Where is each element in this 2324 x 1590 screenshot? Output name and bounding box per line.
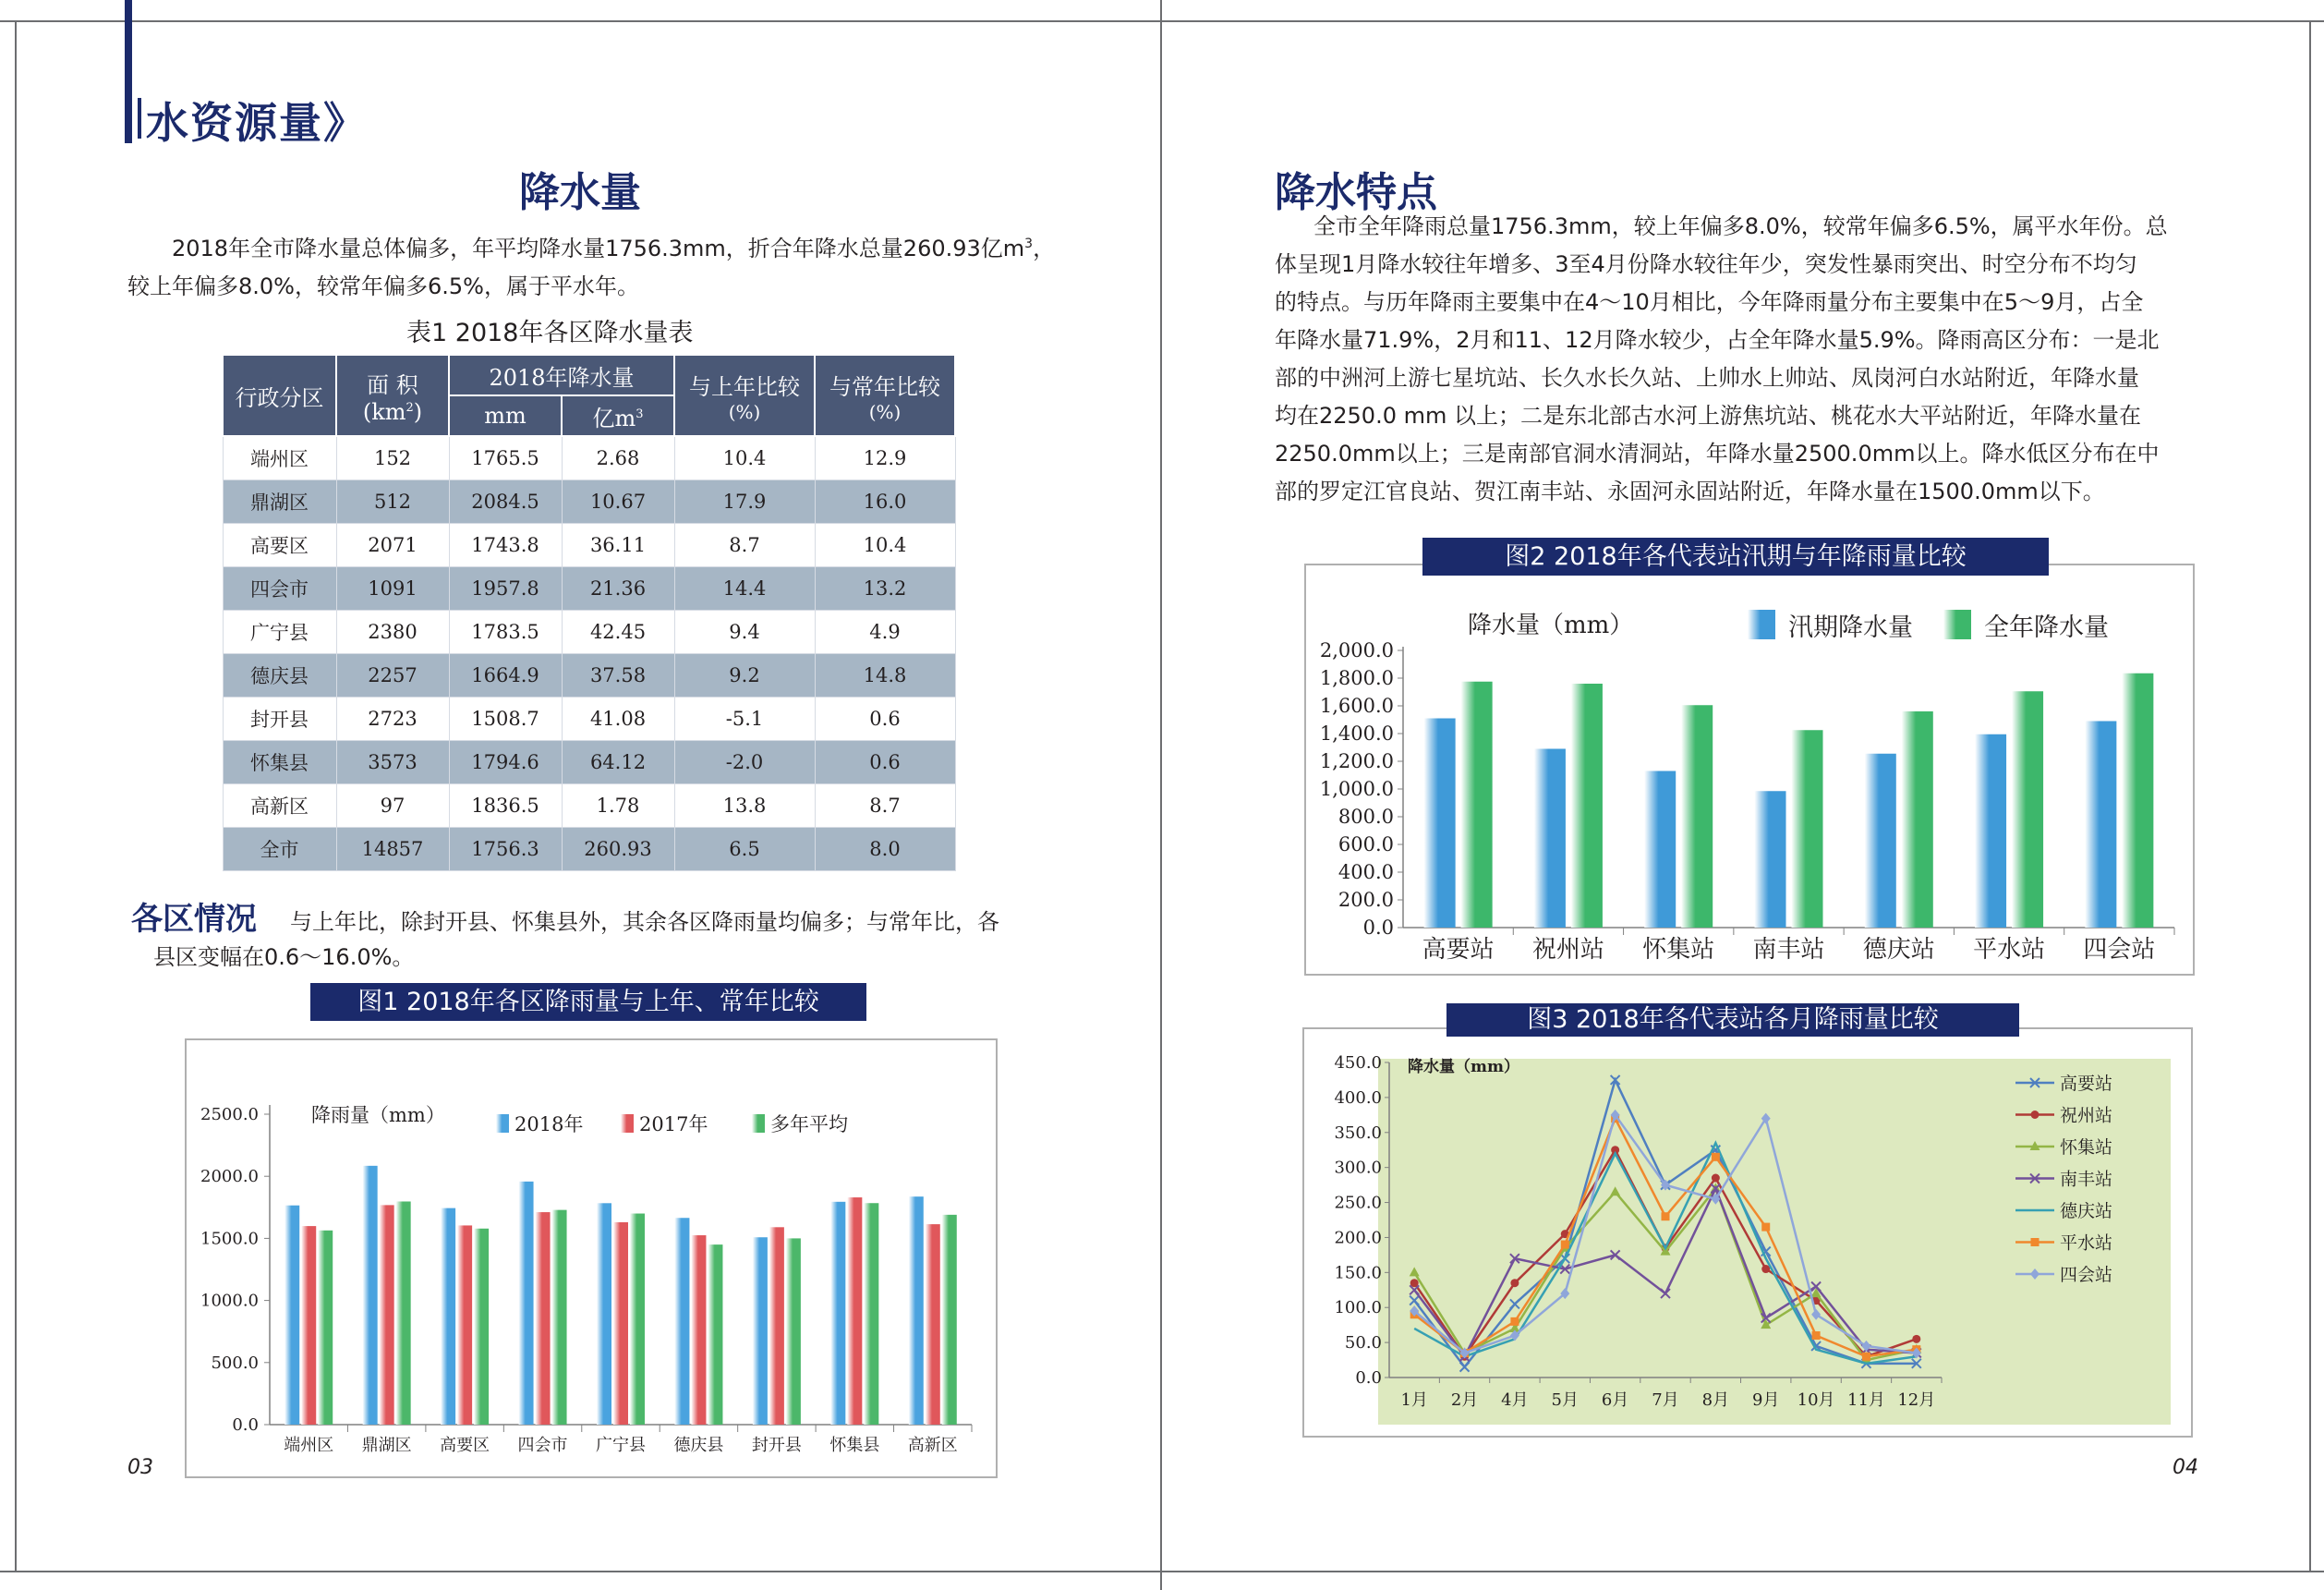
right-page-top-rule (1162, 20, 2324, 22)
table-cell: 41.08 (562, 698, 674, 741)
fig1-bar (284, 1206, 299, 1425)
table-cell: 0.6 (815, 741, 955, 784)
fig2-y-tick-label: 1,600.0 (1319, 695, 1394, 717)
intro-line1-end: ， (1033, 236, 1056, 261)
fig1-bar (708, 1244, 722, 1425)
fig3-y-tick-label: 350.0 (1334, 1123, 1382, 1143)
header-volume-sup: 3 (635, 407, 644, 421)
fig1-y-tick-label: 2000.0 (200, 1167, 259, 1187)
fig1-bar (519, 1182, 534, 1425)
right-para-line-2: 体呈现1月降水较往年增多、3至4月份降水较往年少，突发性暴雨突出、时空分布不均匀 (1275, 251, 2137, 277)
fig1-bar (597, 1203, 611, 1425)
district-heading: 各区情况 (131, 901, 257, 938)
table-cell: 1.78 (562, 784, 674, 828)
table-cell: 64.12 (562, 741, 674, 784)
left-page-number: 03 (127, 1456, 153, 1479)
header-area-label: 面 积 (367, 371, 418, 398)
fig3-point (1712, 1174, 1720, 1183)
fig2-chart (1306, 565, 2193, 974)
table-cell: 1743.8 (449, 524, 562, 567)
table-cell: -2.0 (674, 741, 815, 784)
fig1-legend-swatch (752, 1114, 765, 1133)
fig2-bar (1571, 684, 1603, 928)
fig3-y-tick-label: 400.0 (1334, 1087, 1382, 1108)
fig1-bar (786, 1238, 801, 1425)
table-cell: 8.0 (815, 828, 955, 871)
table-row (223, 436, 955, 480)
fig1-y-tick-label: 1500.0 (200, 1229, 259, 1249)
rainfall-table (222, 354, 956, 871)
fig2-bar (1534, 749, 1566, 929)
fig1-bar (926, 1224, 940, 1425)
fig3-chart-frame (1302, 1027, 2193, 1438)
fig2-legend-swatch (1748, 610, 1775, 639)
fig1-x-tick-label: 鼎湖区 (361, 1436, 412, 1455)
fig2-bar (1681, 705, 1713, 928)
fig3-y-tick-label: 450.0 (1334, 1053, 1382, 1073)
fig2-bar (2122, 674, 2153, 928)
table-cell: 2723 (336, 698, 449, 741)
fig1-legend-label: 多年平均 (770, 1113, 848, 1135)
fig1-bar (536, 1212, 551, 1425)
fig3-x-tick-label: 4月 (1501, 1390, 1529, 1410)
fig2-legend-swatch (1943, 610, 1971, 639)
fig1-chart-frame (185, 1038, 998, 1478)
fig2-y-tick-label: 1,200.0 (1319, 750, 1394, 772)
fig1-legend-swatch (621, 1114, 634, 1133)
fig2-bar (1902, 711, 1933, 928)
district-paragraph-2: 县区变幅在0.6～16.0%。 (153, 944, 415, 970)
fig3-x-tick-label: 1月 (1400, 1390, 1428, 1410)
table-cell: 17.9 (674, 480, 815, 524)
table-row (223, 698, 955, 741)
table-cell-district: 德庆县 (223, 654, 336, 698)
district-paragraph (290, 904, 1084, 940)
section-bar (125, 0, 132, 143)
table-cell: 512 (336, 480, 449, 524)
fig2-y-tick-label: 800.0 (1338, 806, 1394, 828)
table-cell: 10.4 (815, 524, 955, 567)
right-para-line-1: 全市全年降雨总量1756.3mm，较上年偏多8.0%，较常年偏多6.5%，属平水年份。总 (1313, 213, 2168, 239)
fig1-bar (318, 1231, 333, 1425)
table-cell: 37.58 (562, 654, 674, 698)
fig1-bar (363, 1166, 378, 1425)
table-cell: 9.4 (674, 611, 815, 654)
fig1-legend-swatch (496, 1114, 509, 1133)
fig3-caption: 图3 2018年各代表站各月降雨量比较 (1446, 1003, 2019, 1037)
table-cell: 3573 (336, 741, 449, 784)
table-cell: 97 (336, 784, 449, 828)
fig1-legend-label: 2018年 (514, 1113, 584, 1135)
table-cell-district: 怀集县 (223, 741, 336, 784)
table-cell: 0.6 (815, 698, 955, 741)
fig2-y-tick-label: 600.0 (1338, 833, 1394, 856)
fig3-legend-label: 德庆站 (2060, 1201, 2113, 1221)
table-cell: 13.8 (674, 784, 815, 828)
fig2-y-tick-label: 1,400.0 (1319, 722, 1394, 745)
fig3-x-tick-label: 9月 (1752, 1390, 1780, 1410)
left-page-edge (15, 20, 17, 1572)
fig1-bar (474, 1229, 489, 1425)
fig2-bar (1644, 771, 1676, 929)
fig3-point (1862, 1353, 1870, 1361)
table-row (223, 524, 955, 567)
fig3-legend-label: 怀集站 (2060, 1137, 2113, 1158)
table-cell: 16.0 (815, 480, 955, 524)
fig1-bar (613, 1222, 628, 1425)
fig2-bar (1461, 682, 1493, 928)
right-para-line-4: 年降水量71.9%，2月和11、12月降水较少，占全年降水量5.9%。降雨高区分布：一是北 (1275, 327, 2160, 353)
fig2-x-tick-label: 祝州站 (1531, 936, 1604, 964)
fig2-y-tick-label: 0.0 (1362, 916, 1394, 939)
right-para-line-6: 均在2250.0 mm 以上；二是东北部古水河上游焦坑站、桃花水大平站附近，年降水量在 (1275, 403, 2141, 429)
header-area-unit-end: ) (413, 398, 423, 425)
right-para-line-5: 部的中洲河上游七星坑站、长久水长久站、上帅水上帅站、凤岗河白水站附近，年降水量 (1275, 365, 2139, 391)
table-cell: 152 (336, 436, 449, 480)
table-cell: 14.4 (674, 567, 815, 611)
fig3-y-tick-label: 150.0 (1334, 1263, 1382, 1283)
fig1-x-tick-label: 怀集县 (829, 1436, 880, 1455)
fig1-y-tick-label: 500.0 (211, 1353, 259, 1373)
table-cell: 1794.6 (449, 741, 562, 784)
fig1-bar (691, 1235, 706, 1425)
fig1-x-tick-label: 高新区 (907, 1436, 958, 1455)
table-row (223, 828, 955, 871)
right-para-line-3: 的特点。与历年降雨主要集中在4～10月相比，今年降雨量分布主要集中在5～9月，占全 (1275, 289, 2144, 315)
header-vs-last-unit: (%) (728, 400, 761, 423)
fig2-y-tick-label: 400.0 (1338, 861, 1394, 883)
table-row (223, 567, 955, 611)
table-cell: 8.7 (815, 784, 955, 828)
header-vs-last-label: 与上年比较 (689, 373, 800, 400)
table-cell: 2380 (336, 611, 449, 654)
fig2-bar (1865, 754, 1896, 928)
header-volume (562, 395, 674, 436)
fig1-bar (630, 1214, 645, 1425)
right-paragraph (1275, 208, 2309, 511)
table-cell: 9.2 (674, 654, 815, 698)
fig3-x-tick-label: 5月 (1551, 1390, 1579, 1410)
fig3-chart (1304, 1029, 2191, 1436)
fig1-x-tick-label: 高要区 (440, 1436, 490, 1455)
fig2-caption: 图2 2018年各代表站汛期与年降雨量比较 (1422, 538, 2049, 576)
intro-line1-sup: 3 (1024, 237, 1034, 251)
fig1-legend-label: 2017年 (639, 1113, 708, 1135)
fig3-x-tick-label: 10月 (1797, 1390, 1835, 1410)
table-row (223, 654, 955, 698)
intro-line1: 2018年全市降水量总体偏多，年平均降水量1756.3mm，折合年降水总量260.93亿m (172, 236, 1025, 261)
fig3-point (1912, 1335, 1920, 1343)
table-cell: 21.36 (562, 567, 674, 611)
fig3-x-tick-label: 7月 (1652, 1390, 1679, 1410)
fig1-x-tick-label: 端州区 (284, 1436, 334, 1455)
fig3-legend-label: 高要站 (2060, 1074, 2113, 1094)
table-row (223, 611, 955, 654)
fig2-bar (2085, 722, 2116, 929)
table-cell: 42.45 (562, 611, 674, 654)
table-cell: 2257 (336, 654, 449, 698)
table-cell: 12.9 (815, 436, 955, 480)
table-cell-district: 广宁县 (223, 611, 336, 654)
fig2-y-tick-label: 200.0 (1338, 889, 1394, 911)
fig1-bar (674, 1218, 689, 1425)
fig1-bar (769, 1227, 784, 1425)
fig1-x-tick-label: 德庆县 (673, 1436, 724, 1455)
fig1-bar (909, 1196, 924, 1425)
table-cell-district: 端州区 (223, 436, 336, 480)
table-cell: 1508.7 (449, 698, 562, 741)
fig2-x-tick-label: 高要站 (1422, 936, 1495, 964)
fig3-legend-label: 平水站 (2060, 1232, 2113, 1254)
right-page-heading: 降水特点 (1275, 169, 1437, 216)
fig3-point (1510, 1279, 1519, 1287)
fig1-bar (457, 1225, 472, 1425)
table-cell: 1091 (336, 567, 449, 611)
fig2-x-tick-label: 南丰站 (1752, 936, 1825, 964)
fig3-y-tick-label: 300.0 (1334, 1158, 1382, 1178)
fig3-y-tick-label: 100.0 (1334, 1298, 1382, 1318)
fig1-y-tick-label: 1000.0 (200, 1291, 259, 1311)
table-cell: 2.68 (562, 436, 674, 480)
fig3-x-tick-label: 6月 (1601, 1390, 1629, 1410)
fig1-bar (830, 1202, 845, 1425)
header-rain2018: 2018年降水量 (449, 355, 674, 395)
fig3-point (1662, 1212, 1670, 1220)
table-cell: -5.1 (674, 698, 815, 741)
right-para-line-8: 部的罗定江官良站、贺江南丰站、永固河永固站附近，年降水量在1500.0mm以下。 (1275, 479, 2105, 504)
fig2-x-tick-label: 怀集站 (1642, 936, 1715, 964)
header-vs-normal-label: 与常年比较 (829, 373, 940, 400)
table-cell: 2084.5 (449, 480, 562, 524)
fig1-bar (301, 1226, 316, 1425)
fig1-caption: 图1 2018年各区降雨量与上年、常年比较 (310, 983, 866, 1021)
table-cell: 1664.9 (449, 654, 562, 698)
fig3-x-tick-label: 11月 (1847, 1390, 1885, 1410)
table-row (223, 741, 955, 784)
fig3-y-tick-label: 200.0 (1334, 1228, 1382, 1248)
header-vs-normal (815, 355, 955, 436)
table-cell-district: 高要区 (223, 524, 336, 567)
table-cell-district: 高新区 (223, 784, 336, 828)
section-title: 水资源量》 (146, 98, 368, 148)
fig1-x-tick-label: 广宁县 (596, 1436, 646, 1455)
header-vs-last (674, 355, 815, 436)
table-cell: 6.5 (674, 828, 815, 871)
header-mm: mm (449, 395, 562, 436)
fig3-legend-marker (2031, 1238, 2040, 1246)
fig1-bar (753, 1237, 768, 1425)
fig3-x-tick-label: 12月 (1897, 1390, 1936, 1410)
fig1-bar (441, 1208, 455, 1425)
table-cell: 14857 (336, 828, 449, 871)
fig2-bar (1755, 791, 1786, 928)
fig3-y-tick-label: 0.0 (1355, 1368, 1382, 1388)
fig1-x-tick-label: 封开县 (751, 1436, 802, 1455)
left-page-top-rule (0, 20, 1162, 22)
table-cell: 260.93 (562, 828, 674, 871)
table-row (223, 784, 955, 828)
fig1-bar (942, 1215, 957, 1425)
fig1-chart (187, 1040, 996, 1476)
fig3-ylabel: 降水量（mm） (1408, 1058, 1519, 1076)
fig1-bar (847, 1197, 862, 1425)
fig3-legend-label: 祝州站 (2060, 1105, 2113, 1126)
fig2-chart-frame (1304, 564, 2195, 976)
table-cell-district: 鼎湖区 (223, 480, 336, 524)
district-line1: 与上年比，除封开县、怀集县外，其余各区降雨量均偏多；与常年比，各 (290, 909, 999, 935)
fig3-x-tick-label: 8月 (1701, 1390, 1730, 1410)
fig2-ylabel: 降水量（mm） (1468, 612, 1634, 639)
right-para-line-7: 2250.0mm以上；三是南部官洞水清洞站，年降水量2500.0mm以上。降水低区分布在中 (1275, 441, 2160, 467)
fig2-bar (1792, 730, 1823, 928)
fig2-x-tick-label: 四会站 (2083, 936, 2156, 964)
table-cell: 13.2 (815, 567, 955, 611)
header-area-unit-text: (km (362, 398, 406, 425)
fig3-point (1561, 1241, 1569, 1249)
fig2-bar (1975, 734, 2006, 928)
table-cell: 1783.5 (449, 611, 562, 654)
header-district: 行政分区 (223, 355, 336, 436)
fig2-legend-label: 全年降水量 (1984, 613, 2109, 642)
header-area-unit-sup: 2 (405, 400, 414, 415)
table-cell: 1957.8 (449, 567, 562, 611)
table-cell-district: 四会市 (223, 567, 336, 611)
table-cell: 2071 (336, 524, 449, 567)
table-cell: 1765.5 (449, 436, 562, 480)
fig2-y-tick-label: 1,000.0 (1319, 778, 1394, 800)
intro-paragraph (127, 225, 1070, 306)
table-cell: 10.67 (562, 480, 674, 524)
right-page-number: 04 (2173, 1456, 2198, 1479)
intro-line2: 较上年偏多8.0%，较常年偏多6.5%，属于平水年。 (127, 273, 639, 299)
fig3-legend-marker (2031, 1111, 2040, 1119)
fig3-legend-label: 南丰站 (2060, 1169, 2113, 1190)
fig2-x-tick-label: 平水站 (1973, 936, 2046, 964)
table-cell: 36.11 (562, 524, 674, 567)
section-title-mark (138, 98, 141, 139)
table-cell: 4.9 (815, 611, 955, 654)
fig1-y-tick-label: 0.0 (232, 1415, 259, 1435)
fig1-bar (380, 1205, 394, 1425)
fig2-bar (1424, 719, 1456, 929)
fig3-legend-label: 四会站 (2060, 1265, 2113, 1285)
table-cell-district: 封开县 (223, 698, 336, 741)
table-row (223, 480, 955, 524)
bottom-rule (0, 1571, 2324, 1572)
header-vs-normal-unit: (%) (868, 400, 902, 423)
right-page-edge (2309, 20, 2311, 1572)
table-cell-district: 全市 (223, 828, 336, 871)
table-cell: 8.7 (674, 524, 815, 567)
fig2-bar (2012, 691, 2043, 928)
table-cell: 10.4 (674, 436, 815, 480)
table-caption: 表1 2018年各区降水量表 (406, 319, 694, 347)
fig2-x-tick-label: 德庆站 (1862, 936, 1935, 964)
fig3-point (1761, 1223, 1770, 1232)
table-cell: 14.8 (815, 654, 955, 698)
spine-line (1160, 0, 1162, 1590)
header-area-unit (337, 399, 448, 425)
fig3-x-tick-label: 2月 (1450, 1390, 1479, 1410)
fig1-bar (396, 1201, 411, 1425)
fig3-point (1510, 1317, 1519, 1326)
fig1-bar (864, 1203, 878, 1425)
fig1-y-tick-label: 2500.0 (200, 1105, 259, 1124)
fig2-legend-label: 汛期降水量 (1788, 613, 1913, 642)
table-cell: 1756.3 (449, 828, 562, 871)
fig3-y-tick-label: 250.0 (1334, 1193, 1382, 1213)
fig1-ylabel: 降雨量（mm） (311, 1104, 445, 1126)
left-page-heading: 降水量 (519, 169, 641, 216)
table-cell: 1836.5 (449, 784, 562, 828)
fig2-y-tick-label: 2,000.0 (1319, 639, 1394, 661)
fig3-point (1812, 1331, 1821, 1340)
header-volume-text: 亿m (592, 405, 636, 431)
fig2-y-tick-label: 1,800.0 (1319, 667, 1394, 689)
fig3-y-tick-label: 50.0 (1344, 1333, 1382, 1353)
header-area (336, 355, 449, 436)
fig3-point (1712, 1153, 1720, 1161)
fig1-bar (552, 1210, 567, 1425)
fig1-x-tick-label: 四会市 (517, 1436, 568, 1455)
